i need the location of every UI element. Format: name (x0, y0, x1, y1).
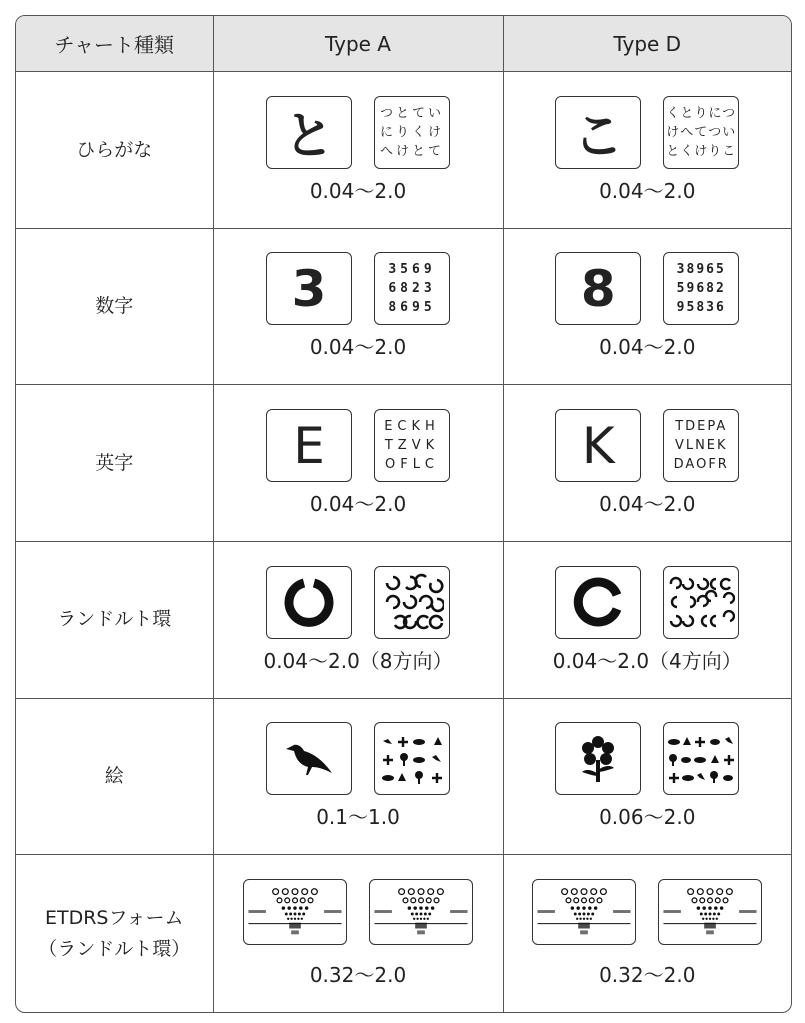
grid-line: ECKH (384, 419, 440, 435)
char-grid-card (663, 252, 739, 325)
etdrs-chart-icon (369, 879, 473, 945)
range-label: 0.04～2.0 (309, 178, 407, 203)
picture-grid-card (374, 722, 450, 795)
cell-letters-a (213, 385, 503, 542)
cell-landolt-a (213, 541, 503, 698)
flower-icon (576, 734, 620, 784)
range-label: 0.04～2.0（8方向） (263, 648, 453, 673)
range-label: 0.32～2.0 (309, 963, 407, 988)
char-grid-card (663, 96, 739, 169)
range-label: 0.04～2.0 (309, 335, 407, 360)
grid-line: 38965 (676, 262, 726, 278)
row-label-pictures: 絵 (16, 698, 213, 855)
char-grid-card (374, 96, 450, 169)
large-char-card: K (555, 409, 641, 482)
cell-pictures-d (503, 698, 791, 855)
cell-hiragana-d (503, 72, 791, 229)
landolt-ring-grid-card (663, 566, 739, 639)
landolt-ring-grid-icon (667, 573, 735, 631)
range-label: 0.04～2.0 (599, 335, 696, 360)
bird-icon (282, 739, 336, 779)
char-grid-card (663, 409, 739, 482)
landolt-ring-grid-icon (380, 573, 444, 631)
picture-grid-icon (667, 731, 735, 787)
etdrs-chart-icon (658, 879, 762, 945)
table-row (16, 855, 791, 1012)
chart-type-table (15, 15, 792, 1013)
cell-numbers-d (503, 228, 791, 385)
cell-landolt-d (503, 541, 791, 698)
range-label: 0.04～2.0 (599, 492, 696, 517)
table-row (16, 698, 791, 855)
grid-line: TZVK (384, 438, 440, 454)
grid-line: OFLC (384, 457, 440, 473)
landolt-ring-gap-top-icon (284, 577, 334, 627)
char-grid-card (374, 252, 450, 325)
grid-line: 95836 (676, 300, 726, 316)
picture-card (555, 722, 641, 795)
grid-line: けへてつい (666, 124, 737, 140)
grid-line: にりくけ (379, 124, 444, 140)
grid-line: とくけりこ (666, 143, 737, 159)
grid-line: つとてい (379, 105, 444, 121)
grid-line: くとりにつ (666, 105, 737, 121)
range-label: 0.04～2.0 (599, 178, 696, 203)
large-char-card: 8 (555, 252, 641, 325)
picture-card (266, 722, 352, 795)
grid-line: TDEPA (675, 419, 728, 435)
header-type-d: Type D (503, 16, 791, 72)
row-label-line: ETDRSフォーム (44, 907, 184, 930)
large-char-card: 3 (266, 252, 352, 325)
range-label: 0.32～2.0 (599, 963, 696, 988)
picture-grid-icon (380, 731, 444, 787)
cell-pictures-a (213, 698, 503, 855)
row-label-numbers: 数字 (16, 228, 213, 385)
cell-etdrs-d (503, 855, 791, 1012)
grid-line: DAOFR (673, 457, 729, 473)
row-label-letters: 英字 (16, 385, 213, 542)
cell-hiragana-a (213, 72, 503, 229)
grid-line: 59682 (676, 281, 726, 297)
table-row (16, 385, 791, 542)
etdrs-chart-icon (532, 879, 636, 945)
etdrs-chart-icon (243, 879, 347, 945)
cell-etdrs-a (213, 855, 503, 1012)
row-label-line: （ランドルト環） (38, 937, 191, 960)
large-char-card: こ (555, 96, 641, 169)
landolt-ring-card (555, 566, 641, 639)
row-label-landolt: ランドルト環 (16, 541, 213, 698)
grid-line: 3569 (388, 262, 436, 278)
cell-numbers-a (213, 228, 503, 385)
grid-line: VLNEK (674, 438, 728, 454)
range-label: 0.04～2.0（4方向） (552, 648, 742, 673)
row-label-hiragana: ひらがな (16, 72, 213, 229)
grid-line: へけとて (379, 143, 444, 159)
table-row (16, 541, 791, 698)
range-label: 0.04～2.0 (309, 492, 407, 517)
large-char-card: と (266, 96, 352, 169)
large-char-card: E (266, 409, 352, 482)
range-label: 0.1～1.0 (316, 805, 400, 830)
header-type-a: Type A (213, 16, 503, 72)
char-grid-card (374, 409, 450, 482)
table-row (16, 72, 791, 229)
landolt-ring-card (266, 566, 352, 639)
grid-line: 8695 (388, 300, 436, 316)
table-row (16, 228, 791, 385)
header-chart-type: チャート種類 (16, 16, 213, 72)
picture-grid-card (663, 722, 739, 795)
cell-letters-d (503, 385, 791, 542)
grid-line: 6823 (388, 281, 436, 297)
landolt-ring-grid-card (374, 566, 450, 639)
range-label: 0.06～2.0 (599, 805, 696, 830)
landolt-ring-gap-right-icon (573, 577, 623, 627)
row-label-etdrs (16, 855, 213, 1012)
